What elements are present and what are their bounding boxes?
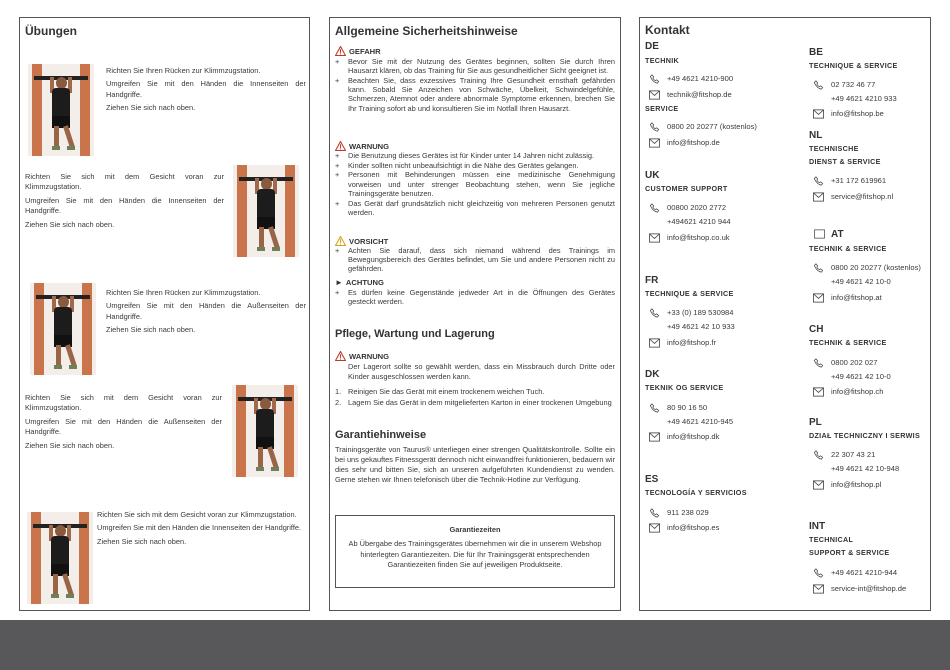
list-item: + Personen mit Behinderungen müssen eine medizinische Genehmigung vorweisen und unter strenger Beobachtung stehen, wenn Sie jegliche Trainingsgeräte benutzen. — [335, 170, 615, 198]
exercise-2-text — [25, 172, 224, 233]
mail-icon — [649, 233, 660, 243]
mail-icon — [813, 109, 824, 119]
es-phone[interactable]: 911 238 029 — [667, 508, 709, 517]
care-title: Pflege, Wartung und Lagerung — [335, 328, 495, 340]
warranty-box-text: Ab Übergabe des Trainingsgerätes übernehmen wir die in unserem Webshop hinterlegten Garantiezeiten. Die für Ihr Trainingsgerät entsprechenden Garantiezeiten finden Sie auf jeweiligen Produktseite. — [348, 539, 602, 570]
de-phone-service[interactable]: 0800 20 20277 (kostenlos) — [667, 122, 757, 131]
pl-phone[interactable]: 22 307 43 21 — [831, 450, 876, 459]
phone-icon — [649, 203, 660, 213]
int-sub2: SUPPORT & SERVICE — [809, 548, 890, 557]
uk-sub: CUSTOMER SUPPORT — [645, 184, 728, 193]
ch-sub: TECHNIK & SERVICE — [809, 338, 887, 347]
fr-phone-b[interactable]: +49 4621 42 10 933 — [667, 322, 735, 331]
fr-mail[interactable]: info@fitshop.fr — [667, 338, 717, 347]
at-mail[interactable]: info@fitshop.at — [831, 293, 882, 302]
exercises-title: Übungen — [25, 24, 77, 38]
dk-mail[interactable]: info@fitshop.dk — [667, 432, 720, 441]
pl-phone-b[interactable]: +49 4621 42 10-948 — [831, 464, 900, 473]
phone-icon — [813, 450, 824, 460]
uk-phone-b[interactable]: +494621 4210 944 — [667, 217, 731, 226]
phone-icon — [813, 176, 824, 186]
at-phone[interactable]: 0800 20 20277 (kostenlos) — [831, 263, 921, 272]
country-pl: PL — [809, 417, 822, 428]
country-at: AT — [831, 229, 844, 240]
care-warn-text: Der Lagerort sollte so gewählt werden, dass ein Missbrauch durch Dritte oder Kinder ausgeschlossen werden kann. — [348, 362, 615, 381]
mail-icon — [813, 480, 824, 490]
list-item: + Bevor Sie mit der Nutzung des Gerätes beginnen, sollten Sie durch Ihren Hausarzt klären, ob das Training für Sie aus gesundheitlicher Sicht geeignet ist. — [335, 57, 615, 76]
dk-phone[interactable]: 80 90 16 50 — [667, 403, 708, 412]
exercise-2-line-1: Richten Sie sich mit dem Gesicht voran zur Klimmzugstation. — [25, 172, 224, 192]
warnung-list — [335, 151, 615, 217]
flag-icon — [814, 229, 825, 239]
de-service-label: SERVICE — [645, 104, 679, 113]
list-item: + Kinder sollten nicht unbeaufsichtigt in die Nähe des Gerätes gelangen. — [335, 160, 579, 170]
warnung-heading — [335, 141, 389, 151]
country-fr: FR — [645, 275, 659, 286]
ch-phone-b[interactable]: +49 4621 42 10-0 — [831, 372, 891, 381]
mail-icon — [649, 432, 660, 442]
be-sub: TECHNIQUE & SERVICE — [809, 61, 898, 70]
exercise-2-line-3: Ziehen Sie sich nach oben. — [25, 219, 115, 229]
fr-sub: TECHNIQUE & SERVICE — [645, 289, 734, 298]
country-uk: UK — [645, 170, 660, 181]
exercise-5-text — [97, 510, 305, 550]
ch-mail[interactable]: info@fitshop.ch — [831, 387, 884, 396]
country-int: INT — [809, 521, 826, 532]
int-phone[interactable]: +49 4621 4210-944 — [831, 568, 898, 577]
dk-sub: TEKNIK OG SERVICE — [645, 383, 724, 392]
list-item: + Es dürfen keine Gegenstände jedweder Art in die Öffnungen des Gerätes gesteckt werden. — [335, 288, 615, 307]
exercise-1-line-2: Umgreifen Sie mit den Händen die Innenseiten der Handgriffe. — [106, 79, 306, 99]
warning-triangle-icon — [335, 351, 346, 361]
gefahr-list — [335, 57, 615, 113]
phone-icon — [649, 74, 660, 84]
exercise-3-line-1: Richten Sie Ihren Rücken zur Klimmzugstation. — [106, 288, 261, 297]
es-mail[interactable]: info@fitshop.es — [667, 523, 720, 532]
mail-icon — [649, 138, 660, 148]
exercise-3-text — [106, 288, 306, 339]
nl-phone[interactable]: +31 172 619961 — [831, 176, 887, 185]
nl-mail[interactable]: service@fitshop.nl — [831, 192, 894, 201]
phone-icon — [813, 568, 824, 578]
uk-mail[interactable]: info@fitshop.co.uk — [667, 233, 730, 242]
exercise-5-line-3: Ziehen Sie sich nach oben. — [97, 536, 187, 546]
list-item: 1. Reinigen Sie das Gerät mit einem trockenem weichen Tuch. — [335, 387, 545, 396]
arrow-right-icon: ► — [335, 278, 343, 287]
list-item: + Die Benutzung dieses Gerätes ist für Kinder unter 14 Jahren nicht zulässig. — [335, 151, 595, 160]
country-de: DE — [645, 41, 659, 52]
mail-icon — [649, 90, 660, 100]
achtung-label: ACHTUNG — [345, 278, 384, 287]
warranty-box — [335, 515, 615, 588]
vorsicht-heading — [335, 236, 388, 246]
nl-sub2: DIENST & SERVICE — [809, 157, 881, 166]
exercise-1-line-1: Richten Sie Ihren Rücken zur Klimmzugstation. — [106, 66, 261, 75]
exercise-4-image — [232, 385, 298, 477]
uk-phone[interactable]: 00800 2020 2772 — [667, 203, 727, 212]
country-nl: NL — [809, 130, 823, 141]
care-warnung-heading — [335, 351, 389, 361]
exercise-5-image — [27, 512, 93, 604]
warnung-label: WARNUNG — [349, 141, 390, 151]
warning-triangle-icon — [335, 46, 346, 56]
fr-phone[interactable]: +33 (0) 189 530984 — [667, 308, 734, 317]
at-sub: TECHNIK & SERVICE — [809, 244, 887, 253]
de-phone-technik[interactable]: +49 4621 4210-900 — [667, 74, 734, 83]
exercise-1-image — [28, 64, 94, 156]
footer-bar — [0, 620, 950, 670]
exercise-4-line-1: Richten Sie sich mit dem Gesicht voran zur Klimmzugstation. — [25, 393, 222, 413]
warranty-box-title: Garantiezeiten — [449, 525, 501, 534]
mail-icon — [649, 338, 660, 348]
list-item: 2. Lagern Sie das Gerät in dem mitgelieferten Karton in einer trockenen Umgebung — [335, 397, 612, 407]
caution-triangle-icon — [335, 236, 346, 246]
exercise-4-line-3: Ziehen Sie sich nach oben. — [25, 440, 115, 450]
vorsicht-list — [335, 246, 615, 274]
pl-mail[interactable]: info@fitshop.pl — [831, 480, 882, 489]
be-mail[interactable]: info@fitshop.be — [831, 109, 884, 118]
warning-triangle-icon — [335, 141, 346, 151]
exercise-5-line-2: Umgreifen Sie mit den Händen die Innenseiten der Handgriffe. — [97, 523, 302, 533]
pl-sub: DZIAŁ TECHNICZNY I SERWIS — [809, 431, 921, 440]
mail-icon — [813, 387, 824, 397]
mail-icon — [813, 584, 824, 594]
int-mail[interactable]: service-int@fitshop.de — [831, 584, 907, 593]
dk-phone-b[interactable]: +49 4621 4210-945 — [667, 417, 734, 426]
at-phone-b[interactable]: +49 4621 42 10-0 — [831, 277, 891, 286]
achtung-list — [335, 288, 615, 307]
country-es: ES — [645, 474, 659, 485]
country-ch: CH — [809, 324, 824, 335]
list-item: + Beachten Sie, dass exzessives Training Ihre Gesundheit ernsthaft gefährden kann. Sobald Sie Anzeichen von Schwäche, Übelkeit, Schwindelgefühle, Schmerzen, Atemnot oder andere abnormale Symptome erkennen, brechen Sie Ihr Training sofort ab und konsultieren Sie im Notfall Ihren Hausarzt. — [335, 75, 615, 113]
phone-icon — [813, 263, 824, 273]
nl-sub1: TECHNISCHE — [809, 144, 859, 153]
achtung-heading — [335, 278, 384, 287]
es-sub: TECNOLOGÍA Y SERVICIOS — [645, 488, 747, 497]
country-dk: DK — [645, 369, 660, 380]
list-item: + Das Gerät darf grundsätzlich nicht gleichzeitig von mehreren Personen genutzt werden. — [335, 198, 615, 217]
contact-title: Kontakt — [645, 23, 690, 37]
safety-title: Allgemeine Sicherheitshinweise — [335, 24, 518, 38]
phone-icon — [813, 358, 824, 368]
warranty-title: Garantiehinweise — [335, 429, 427, 441]
int-sub1: TECHNICAL — [809, 535, 854, 544]
exercise-1-text — [106, 66, 306, 117]
phone-icon — [649, 508, 660, 518]
care-warn-label: WARNUNG — [349, 351, 390, 361]
gefahr-label: GEFAHR — [349, 46, 381, 56]
de-mail-service[interactable]: info@fitshop.de — [667, 138, 720, 147]
phone-icon — [813, 80, 824, 90]
phone-icon — [649, 308, 660, 318]
list-item: + Achten Sie darauf, dass sich niemand während des Trainings im Bewegungsbereich des Gerätes befindet, um Sie und andere Personen nicht zu gefährden. — [335, 246, 615, 274]
be-phone-b[interactable]: +49 4621 4210 933 — [831, 94, 897, 103]
ch-phone[interactable]: 0800 202 027 — [831, 358, 878, 367]
country-be: BE — [809, 47, 823, 58]
exercise-1-line-3: Ziehen Sie sich nach oben. — [106, 103, 196, 113]
exercise-2-line-2: Umgreifen Sie mit den Händen die Innenseiten der Handgriffe. — [25, 195, 224, 216]
be-phone[interactable]: 02 732 46 77 — [831, 80, 876, 89]
exercise-4-line-2: Umgreifen Sie mit den Händen die Außenseiten der Handgriffe. — [25, 416, 222, 437]
gefahr-heading — [335, 46, 381, 56]
exercise-3-line-3: Ziehen Sie sich nach oben. — [106, 325, 196, 335]
exercise-4-text — [25, 393, 222, 454]
phone-icon — [649, 403, 660, 413]
mail-icon — [649, 523, 660, 533]
exercise-2-image — [233, 165, 299, 257]
de-technik-label: TECHNIK — [645, 56, 680, 65]
mail-icon — [813, 293, 824, 303]
care-steps — [335, 387, 615, 408]
exercise-3-image — [30, 283, 96, 375]
warranty-text: Trainingsgeräte von Taurus® unterliegen einer strengen Qualitätskontrolle. Sollte ein bei uns gekauftes Fitnessgerät dennoch nicht einwandfrei funktionieren, bedauern wir dies sehr und bitten Sie, sich an unseren aufgeführten Kundendienst zu wenden. Gerne stehen wir Ihnen telefonisch über die Technik-Hotline zur Verfügung. — [335, 445, 615, 484]
de-mail-technik[interactable]: technik@fitshop.de — [667, 90, 732, 99]
exercise-5-line-1: Richten Sie sich mit dem Gesicht voran zur Klimmzugstation. — [97, 510, 297, 519]
mail-icon — [813, 192, 824, 202]
phone-icon — [649, 122, 660, 132]
vorsicht-label: VORSICHT — [349, 236, 389, 246]
exercise-3-line-2: Umgreifen Sie mit den Händen die Außenseiten der Handgriffe. — [106, 301, 306, 321]
